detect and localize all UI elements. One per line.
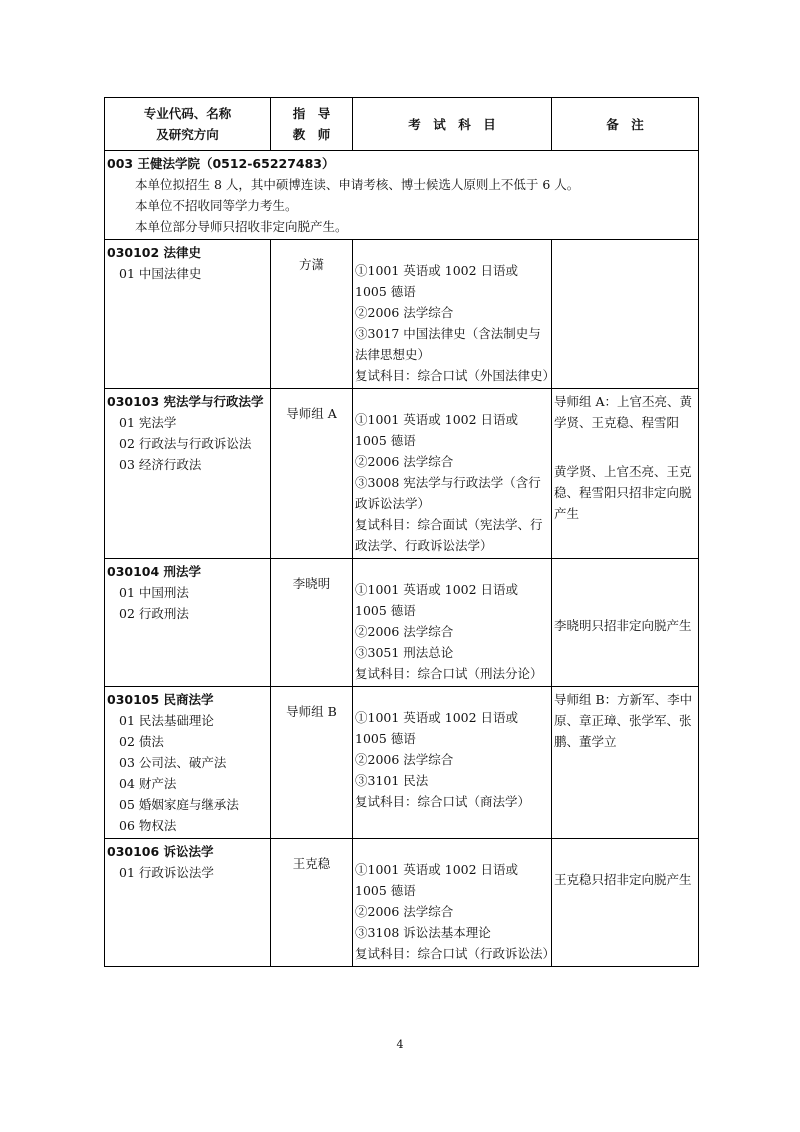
subject-line: 复试科目：综合口试（行政诉讼法） bbox=[355, 946, 556, 961]
direction: 01 中国法律史 bbox=[119, 266, 202, 281]
subject-line: 复试科目：综合面试（宪法学、行政法学、行政诉讼法学） bbox=[355, 517, 543, 553]
direction: 01 民法基础理论 bbox=[119, 713, 214, 728]
major-cell bbox=[105, 687, 271, 839]
subjects-cell bbox=[353, 839, 556, 967]
tutor-cell: 王克稳 bbox=[271, 839, 353, 967]
unit-note: 本单位不招收同等学力考生。 bbox=[135, 198, 298, 213]
direction: 03 经济行政法 bbox=[119, 457, 202, 472]
direction: 01 中国刑法 bbox=[119, 585, 189, 600]
header-notes: 备 注 bbox=[552, 98, 699, 151]
tutor-cell: 导师组 A bbox=[271, 389, 353, 559]
unit-note: 本单位部分导师只招收非定向脱产生。 bbox=[135, 219, 348, 234]
major-title: 030104 刑法学 bbox=[107, 564, 202, 579]
subject-line: ②2006 法学综合 bbox=[355, 454, 454, 469]
direction: 01 行政诉讼法学 bbox=[119, 865, 214, 880]
subject-line: ②2006 法学综合 bbox=[355, 752, 454, 767]
direction: 04 财产法 bbox=[119, 776, 177, 791]
notes-cell bbox=[552, 839, 699, 967]
header-tutor bbox=[271, 98, 353, 151]
unit-row bbox=[105, 151, 699, 240]
tutor-cell: 导师组 B bbox=[271, 687, 353, 839]
major-row bbox=[105, 839, 699, 967]
direction: 06 物权法 bbox=[119, 818, 177, 833]
subject-line: ③3017 中国法律史（含法制史与法律思想史） bbox=[355, 326, 541, 362]
notes-cell bbox=[552, 240, 699, 389]
note-line: 导师组 A：上官丕亮、黄学贤、王克稳、程雪阳 bbox=[554, 394, 693, 430]
subject-line: 复试科目：综合口试（外国法律史） bbox=[355, 368, 556, 383]
direction: 05 婚姻家庭与继承法 bbox=[119, 797, 239, 812]
header-major-line1: 专业代码、名称 bbox=[143, 106, 232, 121]
admissions-table bbox=[104, 97, 699, 967]
header-tutor-line2: 教 师 bbox=[292, 127, 331, 142]
note-line: 李晓明只招非定向脱产生 bbox=[554, 618, 692, 633]
note-line: 王克稳只招非定向脱产生 bbox=[554, 872, 692, 887]
major-row bbox=[105, 559, 699, 687]
subject-line: ③3101 民法 bbox=[355, 773, 429, 788]
subjects-cell bbox=[353, 559, 552, 687]
subject-line: ①1001 英语或 1002 日语或 1005 德语 bbox=[355, 710, 519, 746]
note-line: 黄学贤、上官丕亮、王克稳、程雪阳只招非定向脱产生 bbox=[554, 464, 692, 521]
major-row bbox=[105, 687, 699, 839]
subject-line: ①1001 英语或 1002 日语或 1005 德语 bbox=[355, 412, 519, 448]
header-subjects: 考 试 科 目 bbox=[353, 98, 552, 151]
tutor-cell: 方潇 bbox=[271, 240, 353, 389]
notes-cell bbox=[552, 687, 699, 839]
major-row bbox=[105, 240, 699, 389]
header-row bbox=[105, 98, 699, 151]
header-major-line2: 及研究方向 bbox=[156, 127, 219, 142]
subject-line: 复试科目：综合口试（商法学） bbox=[355, 794, 531, 809]
notes-cell bbox=[552, 559, 699, 687]
subjects-cell bbox=[353, 687, 552, 839]
subject-line: ③3008 宪法学与行政法学（含行政诉讼法学） bbox=[355, 475, 541, 511]
notes-cell bbox=[552, 389, 699, 559]
subject-line: ③3108 诉讼法基本理论 bbox=[355, 925, 491, 940]
direction: 02 行政法与行政诉讼法 bbox=[119, 436, 252, 451]
subject-line: ②2006 法学综合 bbox=[355, 904, 454, 919]
unit-title: 003 王健法学院（0512-65227483） bbox=[107, 156, 335, 171]
major-title: 030105 民商法学 bbox=[107, 692, 214, 707]
direction: 02 债法 bbox=[119, 734, 164, 749]
major-title: 030103 宪法学与行政法学 bbox=[107, 394, 264, 409]
major-cell bbox=[105, 240, 271, 389]
direction: 02 行政刑法 bbox=[119, 606, 189, 621]
unit-note: 本单位拟招生 8 人，其中硕博连读、申请考核、博士候选人原则上不低于 6 人。 bbox=[135, 177, 580, 192]
subjects-cell bbox=[353, 389, 552, 559]
major-title: 030106 诉讼法学 bbox=[107, 844, 214, 859]
subjects-cell bbox=[353, 240, 556, 389]
subject-line: ①1001 英语或 1002 日语或 1005 德语 bbox=[355, 862, 519, 898]
direction: 03 公司法、破产法 bbox=[119, 755, 227, 770]
page-number: 4 bbox=[396, 1038, 404, 1051]
header-major bbox=[105, 98, 271, 151]
subject-line: ③3051 刑法总论 bbox=[355, 645, 454, 660]
direction: 01 宪法学 bbox=[119, 415, 177, 430]
major-title: 030102 法律史 bbox=[107, 245, 202, 260]
subject-line: 复试科目：综合口试（刑法分论） bbox=[355, 666, 543, 681]
major-cell bbox=[105, 389, 271, 559]
subject-line: ①1001 英语或 1002 日语或 1005 德语 bbox=[355, 582, 519, 618]
header-tutor-line1: 指 导 bbox=[292, 106, 331, 121]
subject-line: ②2006 法学综合 bbox=[355, 624, 454, 639]
major-cell bbox=[105, 559, 271, 687]
subject-line: ①1001 英语或 1002 日语或 1005 德语 bbox=[355, 263, 519, 299]
unit-cell bbox=[105, 151, 699, 240]
major-cell bbox=[105, 839, 271, 967]
tutor-cell: 李晓明 bbox=[271, 559, 353, 687]
note-line: 导师组 B：方新军、李中原、章正璋、张学军、张鹏、董学立 bbox=[554, 692, 693, 749]
major-row bbox=[105, 389, 699, 559]
subject-line: ②2006 法学综合 bbox=[355, 305, 454, 320]
